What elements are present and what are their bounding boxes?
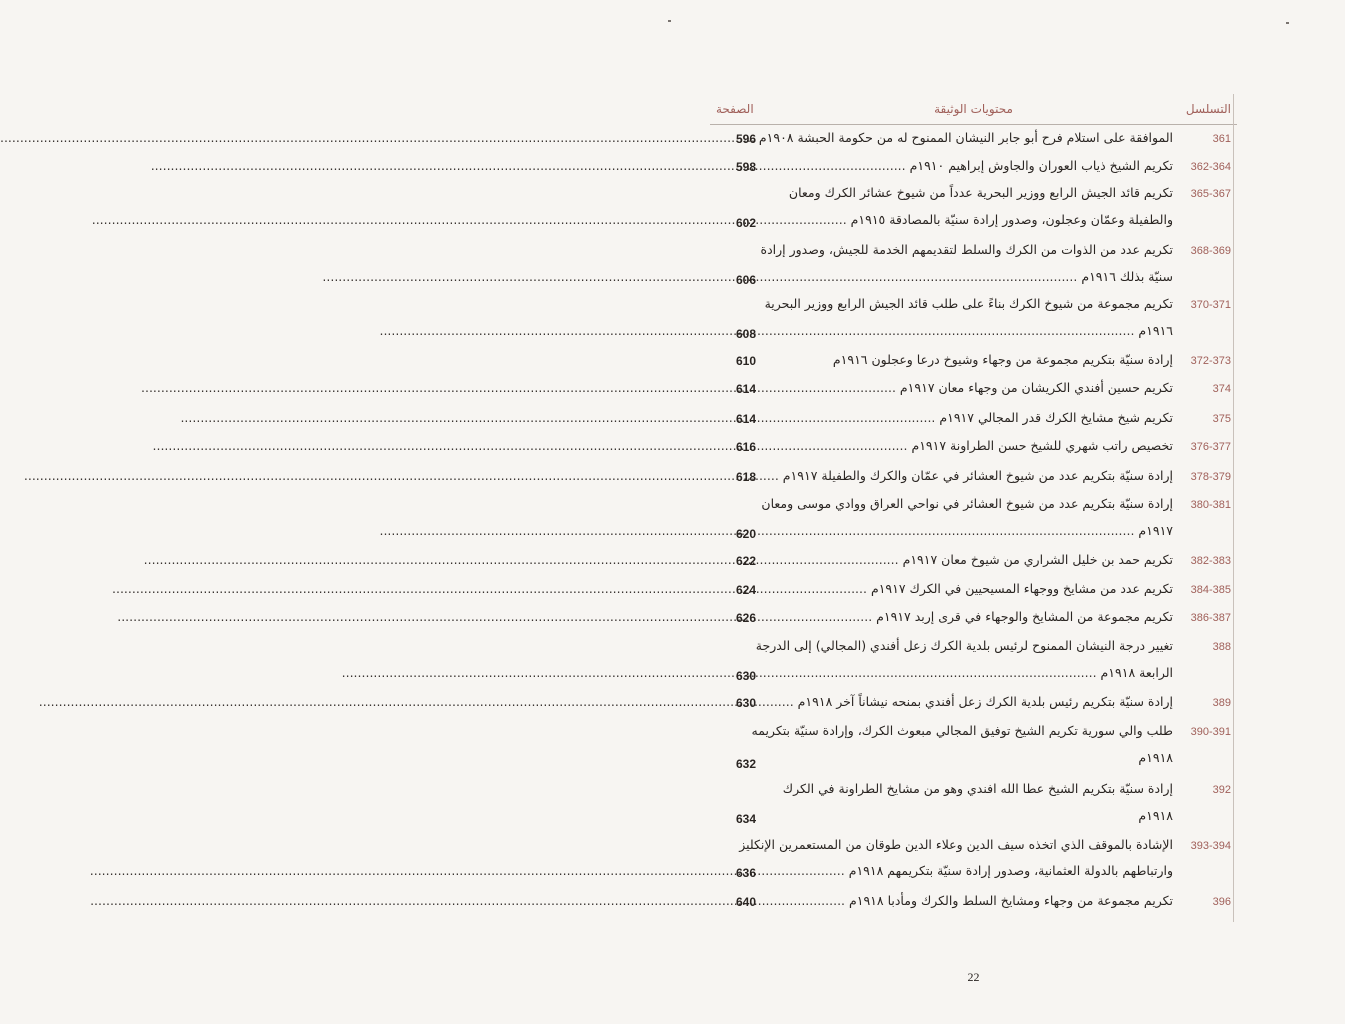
entry-page: 630 bbox=[736, 696, 757, 710]
entry-text: تكريم مجموعة من المشايخ والوجهاء في قرى إربد ١٩١٧م ..... bbox=[766, 609, 1173, 624]
entry-serial: 392 bbox=[1212, 784, 1231, 796]
entry-text: ١٩١٨م bbox=[1138, 808, 1173, 823]
entry-page: 610 bbox=[736, 354, 757, 368]
entry-text: تكريم حسين أفندي الكريشان من وجهاء معان ١٩١٧م ..... bbox=[766, 380, 1173, 395]
entry-text: طلب والي سورية تكريم الشيخ توفيق المجالي مبعوث الكرك، وإرادة سنيّة بتكريمه bbox=[751, 723, 1173, 738]
entry-text: والطفيلة وعمّان وعجلون، وصدور إرادة سنيّة بالمصادقة ١٩١٥م ..... bbox=[766, 212, 1173, 227]
entry-text: سنيّة بذلك ١٩١٦م ..... bbox=[766, 269, 1173, 284]
entry-text: تكريم الشيخ ذياب العوران والجاوش إبراهيم ١٩١٠م ..... bbox=[766, 158, 1173, 173]
entry-page: 602 bbox=[736, 216, 757, 230]
entry-page: 624 bbox=[736, 583, 757, 597]
entry-serial: 390-391 bbox=[1190, 726, 1231, 738]
entry-page: 626 bbox=[736, 611, 757, 625]
entry-text: تكريم عدد من مشايخ ووجهاء المسيحيين في الكرك ١٩١٧م ..... bbox=[766, 581, 1173, 596]
entry-serial: 374 bbox=[1212, 383, 1231, 395]
document-page bbox=[602, 0, 1345, 1024]
entry-page: 634 bbox=[736, 812, 757, 826]
entry-text: الإشادة بالموقف الذي اتخذه سيف الدين وعلاء الدين طوقان من المستعمرين الإنكليز bbox=[739, 837, 1173, 852]
entry-text: تكريم مجموعة من شيوخ الكرك بناءً على طلب قائد الجيش الرابع ووزير البحرية bbox=[764, 296, 1173, 311]
entry-serial: 378-379 bbox=[1190, 471, 1231, 483]
entry-serial: 376-377 bbox=[1190, 441, 1231, 453]
column-divider bbox=[1233, 94, 1234, 922]
entry-page: 608 bbox=[736, 327, 757, 341]
entry-page: 598 bbox=[736, 160, 757, 174]
entry-text: ١٩١٨م bbox=[1138, 750, 1173, 765]
entry-serial: 384-385 bbox=[1190, 584, 1231, 596]
entry-serial: 386-387 bbox=[1190, 612, 1231, 624]
entry-text: إرادة سنيّة بتكريم الشيخ عطا الله افندي وهو من مشايخ الطراونة في الكرك bbox=[782, 781, 1173, 796]
entry-page: 614 bbox=[736, 412, 757, 426]
entry-serial: 365-367 bbox=[1190, 188, 1231, 200]
entry-text: تغيير درجة النيشان الممنوح لرئيس بلدية الكرك زعل أفندي (المجالي) إلى الدرجة bbox=[755, 638, 1173, 653]
entry-page: 630 bbox=[736, 669, 757, 683]
table-header bbox=[710, 94, 1237, 125]
entry-serial: 361 bbox=[1212, 133, 1231, 145]
entry-text: وارتباطهم بالدولة العثمانية، وصدور إرادة سنيّة بتكريمهم ١٩١٨م ..... bbox=[766, 863, 1173, 878]
entry-text: تكريم مجموعة من وجهاء ومشايخ السلط والكرك ومأدبا ١٩١٨م ..... bbox=[766, 893, 1173, 908]
scan-speck bbox=[1286, 22, 1289, 24]
entry-serial: 368-369 bbox=[1190, 245, 1231, 257]
scan-speck bbox=[668, 20, 671, 22]
entry-serial: 380-381 bbox=[1190, 499, 1231, 511]
entry-text: إرادة سنيّة بتكريم رئيس بلدية الكرك زعل أفندي بمنحه نيشاناً آخر ١٩١٨م ..... bbox=[766, 694, 1173, 709]
entry-text: إرادة سنيّة بتكريم عدد من شيوخ العشائر في عمّان والكرك والطفيلة ١٩١٧م ..... bbox=[766, 468, 1173, 483]
entry-text: ١٩١٦م ..... bbox=[766, 323, 1173, 338]
entry-text: تخصيص راتب شهري للشيخ حسن الطراونة ١٩١٧م ..... bbox=[766, 438, 1173, 453]
entry-text: إرادة سنيّة بتكريم عدد من شيوخ العشائر في نواحي العراق ووادي موسى ومعان bbox=[761, 496, 1173, 511]
entry-serial: 370-371 bbox=[1190, 299, 1231, 311]
page-column-header: الصفحة bbox=[716, 102, 754, 116]
entry-serial: 382-383 bbox=[1190, 555, 1231, 567]
entry-serial: 388 bbox=[1212, 641, 1231, 653]
entry-text: تكريم قائد الجيش الرابع ووزير البحرية عدداً من شيوخ عشائر الكرك ومعان bbox=[788, 185, 1173, 200]
page-number: 22 bbox=[967, 970, 980, 984]
entry-page: 606 bbox=[736, 273, 757, 287]
entry-page: 596 bbox=[736, 132, 757, 146]
entry-serial: 375 bbox=[1212, 413, 1231, 425]
entry-page: 616 bbox=[736, 440, 757, 454]
entry-text: الموافقة على استلام فرح أبو جابر النيشان الممنوح له من حكومة الحبشة ١٩٠٨م ..... bbox=[766, 130, 1173, 145]
entry-page: 620 bbox=[736, 527, 757, 541]
entry-page: 636 bbox=[736, 866, 757, 880]
entry-text: الرابعة ١٩١٨م ..... bbox=[766, 665, 1173, 680]
entry-text: ١٩١٧م ..... bbox=[766, 523, 1173, 538]
entry-page: 632 bbox=[736, 757, 757, 771]
entry-text: تكريم شيخ مشايخ الكرك قدر المجالي ١٩١٧م ..... bbox=[766, 410, 1173, 425]
entry-page: 622 bbox=[736, 554, 757, 568]
entry-page: 640 bbox=[736, 895, 757, 909]
entry-serial: 396 bbox=[1212, 896, 1231, 908]
entry-text: تكريم حمد بن خليل الشراري من شيوخ معان ١٩١٧م ..... bbox=[766, 552, 1173, 567]
entry-serial: 393-394 bbox=[1190, 840, 1231, 852]
entry-page: 618 bbox=[736, 470, 757, 484]
entry-text: تكريم عدد من الذوات من الكرك والسلط لتقديمهم الخدمة للجيش، وصدور إرادة bbox=[760, 242, 1173, 257]
entry-serial: 372-373 bbox=[1190, 355, 1231, 367]
entry-text: إرادة سنيّة بتكريم مجموعة من وجهاء وشيوخ درعا وعجلون ١٩١٦م bbox=[832, 352, 1173, 367]
contents-column-header: محتويات الوثيقة bbox=[934, 102, 1013, 116]
entry-serial: 389 bbox=[1212, 697, 1231, 709]
entry-page: 614 bbox=[736, 382, 757, 396]
serial-column-header: التسلسل bbox=[1185, 102, 1231, 116]
entry-serial: 362-364 bbox=[1190, 161, 1231, 173]
